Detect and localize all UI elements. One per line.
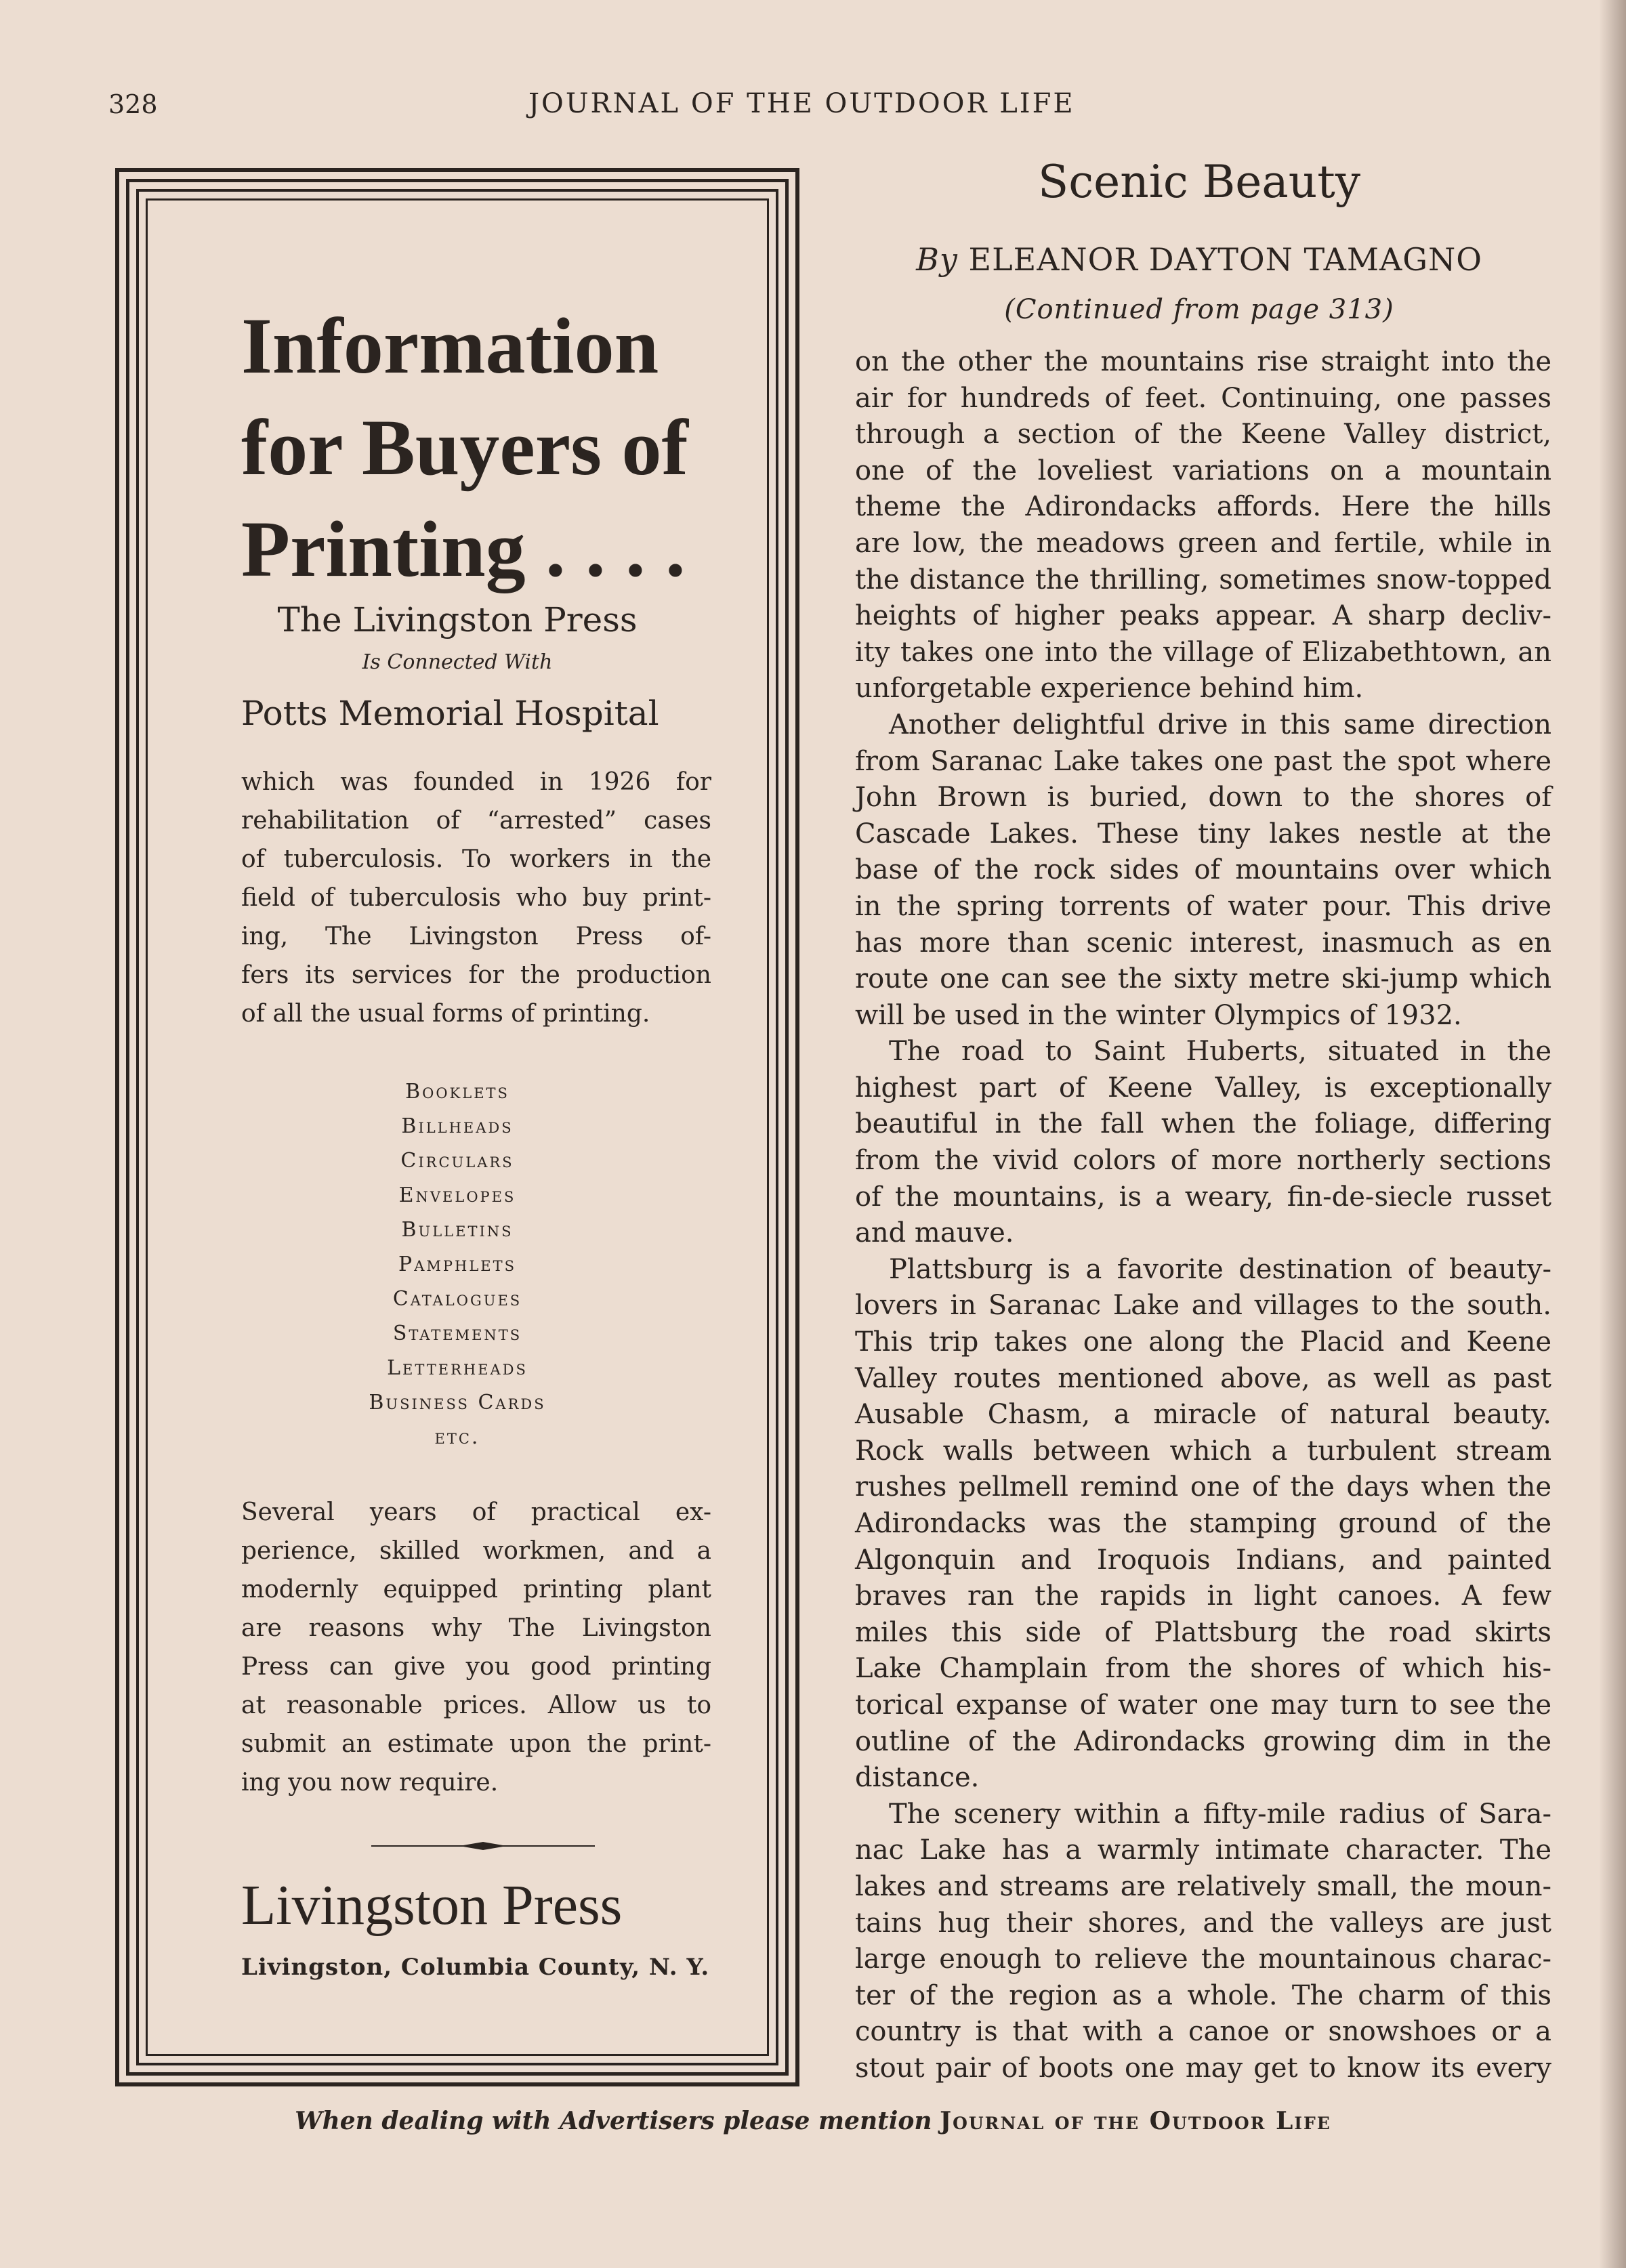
- ad-product-item: Catalogues: [392, 1287, 522, 1311]
- article-line: highest part of Keene Valley, is exceptionally: [855, 1072, 1551, 1104]
- article-line: distance.: [855, 1762, 980, 1794]
- ad-headline-line: for Buyers of: [241, 403, 688, 492]
- article-line: This trip takes one along the Placid and Keene: [855, 1326, 1551, 1358]
- article-byline: [847, 241, 1551, 278]
- article-line: are low, the meadows green and fertile, while in: [855, 527, 1551, 559]
- ad-product-item: Booklets: [405, 1080, 509, 1104]
- ad-text-line: ing you now require.: [241, 1769, 499, 1797]
- article-line: Another delightful drive in this same direction: [889, 709, 1551, 740]
- article-line: large enough to relieve the mountainous charac-: [855, 1944, 1551, 1975]
- article-continued-note: (Continued from page 313): [1004, 294, 1394, 325]
- ad-product-list: [148, 1074, 767, 1454]
- article-line: Lake Champlain from the shores of which his-: [855, 1653, 1551, 1685]
- article-line: Adirondacks was the stamping ground of the: [855, 1508, 1551, 1539]
- article-line: of the mountains, is a weary, fin-de-siecle russet: [855, 1181, 1551, 1213]
- ad-text-line: of all the usual forms of printing.: [241, 1000, 650, 1028]
- ad-product-item: Billheads: [401, 1114, 514, 1138]
- ad-product-item: Circulars: [400, 1149, 514, 1173]
- article-line: lovers in Saranac Lake and villages to the south.: [855, 1290, 1551, 1322]
- article-line: Rock walls between which a turbulent stream: [855, 1435, 1551, 1467]
- article-line: rushes pellmell remind one of the days when the: [855, 1471, 1551, 1503]
- ad-text-line: perience, skilled workmen, and a: [241, 1537, 711, 1565]
- page-edge-shadow: [1599, 0, 1626, 2268]
- ad-text-line: field of tuberculosis who buy print-: [241, 884, 711, 912]
- ad-product-item: Bulletins: [401, 1218, 514, 1242]
- ad-text-line: modernly equipped printing plant: [241, 1576, 711, 1603]
- article-line: braves ran the rapids in light canoes. A few: [855, 1580, 1551, 1612]
- article-line: through a section of the Keene Valley district,: [855, 419, 1551, 450]
- article-line: miles this side of Plattsburg the road skirts: [855, 1616, 1551, 1648]
- ad-text-line: submit an estimate upon the print-: [241, 1730, 711, 1758]
- article-title: Scenic Beauty: [1037, 156, 1361, 208]
- ad-product-item: Envelopes: [398, 1183, 516, 1207]
- article-line: from Saranac Lake takes one past the spot where: [855, 745, 1551, 777]
- article-line: and mauve.: [855, 1217, 1014, 1249]
- article-line: heights of higher peaks appear. A sharp decliv-: [855, 600, 1551, 632]
- advertisement-box: [115, 168, 799, 2086]
- article-line: Cascade Lakes. These tiny lakes nestle at the: [855, 818, 1551, 849]
- ad-headline-line: Printing . . . .: [241, 505, 686, 593]
- article-line: the distance the thrilling, sometimes snow-topped: [855, 564, 1551, 595]
- ad-intro-paragraph: [241, 763, 711, 1033]
- ad-closing-paragraph: [241, 1493, 711, 1802]
- ad-footer-address: Livingston, Columbia County, N. Y.: [241, 1954, 710, 1981]
- ad-text-line: fers its services for the production: [241, 961, 711, 989]
- ad-text-line: ing, The Livingston Press of-: [241, 923, 711, 950]
- page-number: 328: [108, 89, 158, 119]
- ad-text-line: which was founded in 1926 for: [241, 768, 711, 796]
- article-line: stout pair of boots one may get to know its every: [855, 2052, 1551, 2084]
- ad-product-item: etc.: [434, 1425, 480, 1449]
- ad-product-item: Statements: [392, 1322, 522, 1345]
- article-line: tains hug their shores, and the valleys are just: [855, 1907, 1551, 1939]
- article-line: from the vivid colors of more northerly sections: [855, 1145, 1551, 1177]
- article-line: Valley routes mentioned above, as well as past: [855, 1362, 1551, 1394]
- article-line: route one can see the sixty metre ski-jump which: [855, 963, 1551, 995]
- ad-text-line: at reasonable prices. Allow us to: [241, 1692, 711, 1719]
- footer-notice: When dealing with Advertisers please mention: [295, 2107, 932, 2135]
- ad-footer-company: Livingston Press: [241, 1874, 623, 1937]
- ad-text-line: Several years of practical ex-: [241, 1498, 711, 1526]
- footer-journal-name: Journal of the Outdoor Life: [940, 2107, 1331, 2135]
- article-line: will be used in the winter Olympics of 1932.: [855, 999, 1462, 1031]
- page-footer: [0, 2107, 1626, 2135]
- ad-product-item: Business Cards: [369, 1391, 546, 1414]
- ad-text-line: of tuberculosis. To workers in the: [241, 845, 711, 873]
- article-author: ELEANOR DAYTON TAMAGNO: [968, 241, 1482, 278]
- article-line: ity takes one into the village of Elizabethtown, an: [855, 636, 1551, 668]
- article-line: outline of the Adirondacks growing dim in the: [855, 1725, 1551, 1757]
- ad-text-line: Press can give you good printing: [241, 1653, 711, 1681]
- article-line: Plattsburg is a favorite destination of beauty-: [889, 1253, 1551, 1285]
- article-line: lakes and streams are relatively small, the moun-: [855, 1870, 1551, 1902]
- article-line: air for hundreds of feet. Continuing, one passes: [855, 382, 1551, 414]
- article-line: country is that with a canoe or snowshoes or a: [855, 2016, 1551, 2048]
- ad-headline: [241, 295, 729, 600]
- article-line: on the other the mountains rise straight into the: [855, 346, 1551, 377]
- ad-hospital-name: Potts Memorial Hospital: [241, 694, 659, 733]
- article-line: one of the loveliest variations on a mountain: [855, 455, 1551, 486]
- article-line: The road to Saint Huberts, situated in the: [889, 1036, 1551, 1068]
- article-line: Algonquin and Iroquois Indians, and painted: [855, 1544, 1551, 1576]
- ad-connected-with: Is Connected With: [362, 650, 553, 674]
- article-line: nac Lake has a warmly intimate character. The: [855, 1834, 1551, 1866]
- article-line: in the spring torrents of water pour. This drive: [855, 890, 1551, 922]
- article-line: base of the rock sides of mountains over which: [855, 854, 1551, 886]
- ad-company-name: The Livingston Press: [277, 600, 638, 639]
- article-line: unforgetable experience behind him.: [855, 673, 1364, 705]
- article-line: theme the Adirondacks affords. Here the hills: [855, 491, 1551, 523]
- article-line: Ausable Chasm, a miracle of natural beauty.: [855, 1399, 1551, 1431]
- article-line: John Brown is buried, down to the shores of: [855, 782, 1551, 814]
- article-body: [855, 344, 1551, 2087]
- ad-headline-line: Information: [241, 301, 659, 390]
- ornamental-rule-icon: [371, 1839, 595, 1853]
- article-line: torical expanse of water one may turn to see the: [855, 1689, 1551, 1721]
- ad-product-item: Pamphlets: [398, 1253, 516, 1276]
- ad-text-line: rehabilitation of “arrested” cases: [241, 807, 711, 835]
- article-line: The scenery within a fifty-mile radius of Sara-: [889, 1798, 1551, 1830]
- ad-text-line: are reasons why The Livingston: [241, 1614, 711, 1642]
- byline-prefix: By: [916, 241, 958, 278]
- running-head: JOURNAL OF THE OUTDOOR LIFE: [528, 88, 1075, 119]
- ad-product-item: Letterheads: [387, 1356, 528, 1380]
- article-line: beautiful in the fall when the foliage, differing: [855, 1108, 1551, 1140]
- article-line: ter of the region as a whole. The charm of this: [855, 1979, 1551, 2011]
- article-line: has more than scenic interest, inasmuch as en: [855, 927, 1551, 959]
